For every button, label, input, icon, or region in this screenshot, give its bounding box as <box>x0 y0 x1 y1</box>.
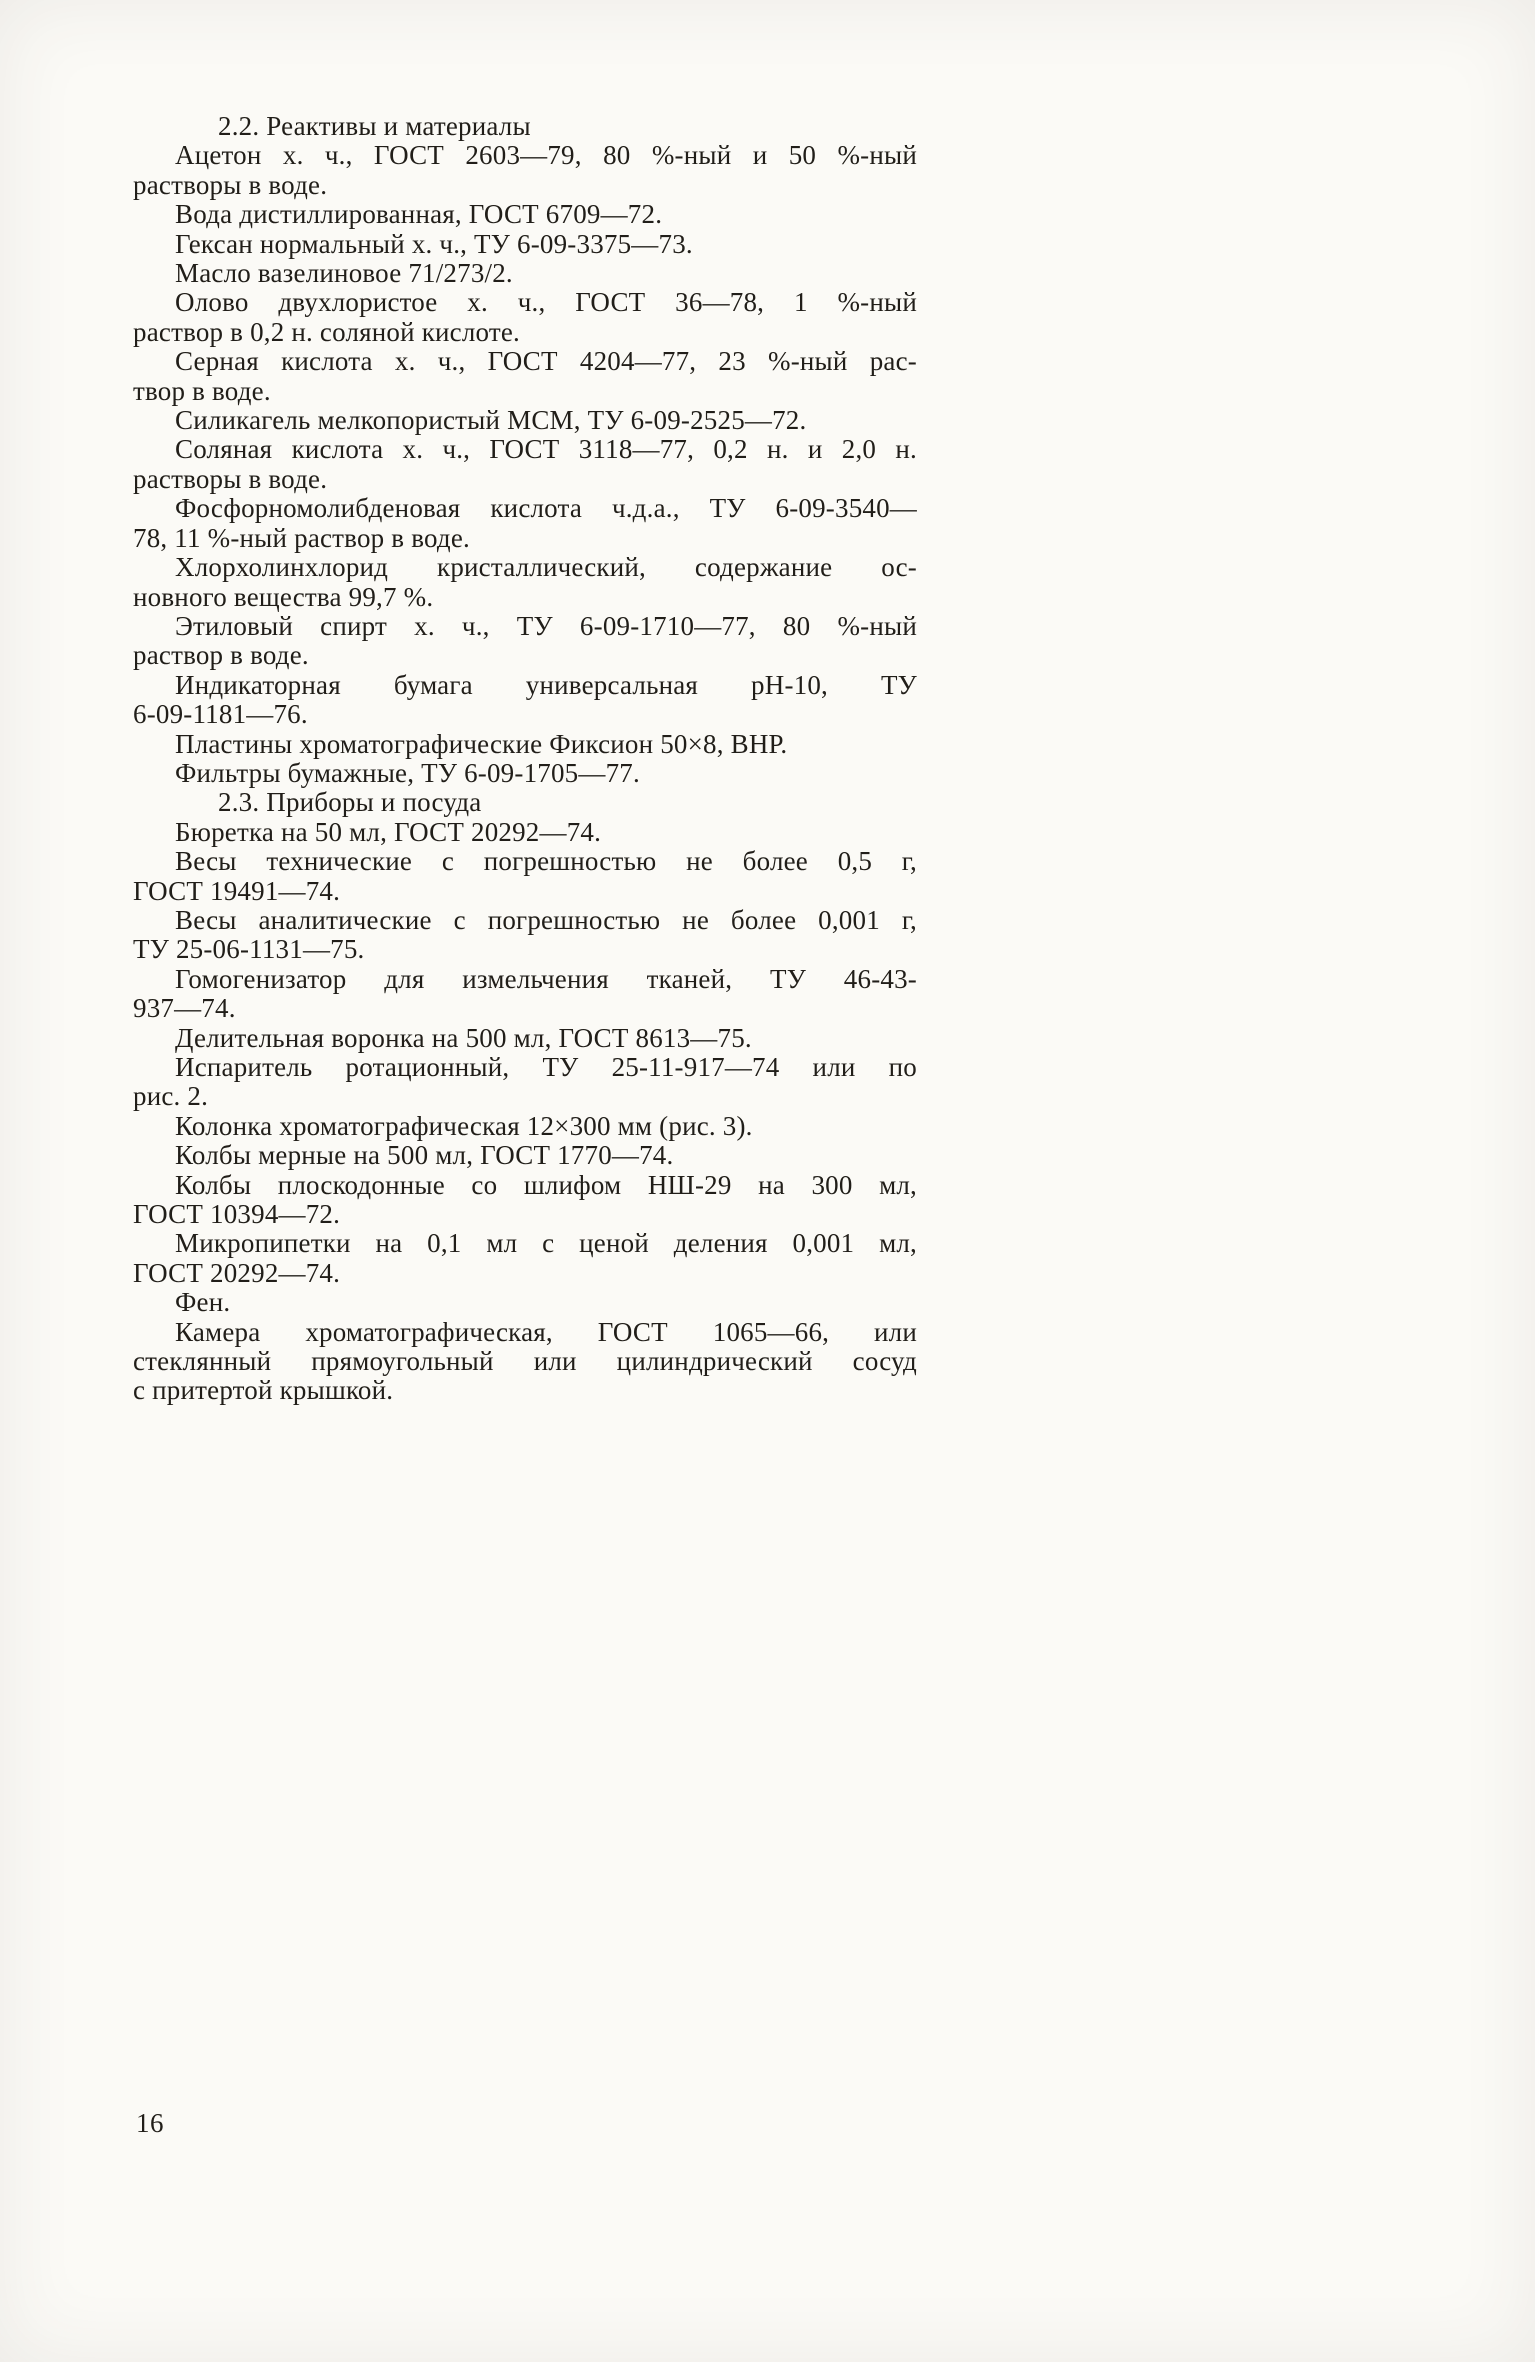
text-line: Хлорхолинхлорид кристаллический, содержание ос- <box>175 552 917 583</box>
paragraph <box>133 200 917 229</box>
text-line: Бюретка на 50 мл, ГОСТ 20292—74. <box>175 816 602 847</box>
paragraph <box>133 1141 917 1170</box>
text-line: Серная кислота х. ч., ГОСТ 4204—77, 23 %-ный рас- <box>175 346 917 377</box>
text-line: раствор в воде. <box>133 640 309 671</box>
paragraph <box>133 965 917 1024</box>
text-line: Испаритель ротационный, ТУ 25-11-917—74 или по <box>175 1052 917 1082</box>
text-line: Гексан нормальный х. ч., ТУ 6-09-3375—73. <box>175 228 693 259</box>
paragraph <box>133 1229 917 1288</box>
paragraph <box>133 553 917 612</box>
text-line: Камера хроматографическая, ГОСТ 1065—66, или <box>175 1316 917 1347</box>
text-line: 6-09-1181—76. <box>133 699 308 730</box>
text-line: Весы технические с погрешностью не более 0,5 г, <box>175 846 917 877</box>
text-line: новного вещества 99,7 %. <box>133 581 434 612</box>
text-line: растворы в воде. <box>133 463 328 494</box>
text-line: Масло вазелиновое 71/273/2. <box>175 258 513 289</box>
paragraph <box>133 847 917 906</box>
text-line: раствор в 0,2 н. соляной кислоте. <box>133 316 520 347</box>
paragraph <box>133 1024 917 1053</box>
text-column <box>133 112 917 1406</box>
text-line: Индикаторная бумага универсальная рН-10, ТУ <box>175 669 917 700</box>
text-line: ГОСТ 20292—74. <box>133 1257 341 1288</box>
text-line: твор в воде. <box>133 375 271 406</box>
text-line: 2.3. Приборы и посуда <box>218 787 482 818</box>
text-line: ГОСТ 19491—74. <box>133 875 341 906</box>
text-line: Фосфорномолибденовая кислота ч.д.а., ТУ 6-09-3540— <box>175 493 917 524</box>
text-line: Вода дистиллированная, ГОСТ 6709—72. <box>175 199 663 230</box>
text-line: ТУ 25-06-1131—75. <box>133 934 365 965</box>
text-line: стеклянный прямоугольный или цилиндрический сосуд <box>133 1346 917 1377</box>
text-line: Силикагель мелкопористый МСМ, ТУ 6-09-2525—72. <box>175 405 807 436</box>
text-line: Олово двухлористое х. ч., ГОСТ 36—78, 1 %-ный <box>175 287 917 318</box>
text-line: Колбы плоскодонные со шлифом НШ-29 на 300 мл, <box>175 1169 917 1200</box>
paragraph <box>133 141 917 200</box>
text-line: растворы в воде. <box>133 169 328 200</box>
paragraph <box>133 906 917 965</box>
text-line: Колонка хроматографическая 12×300 мм (рис. 3). <box>175 1110 753 1141</box>
text-line: Гомогенизатор для измельчения тканей, ТУ 46-43- <box>175 963 917 994</box>
paragraph <box>133 612 917 671</box>
text-line: Микропипетки на 0,1 мл с ценой деления 0,001 мл, <box>175 1228 917 1259</box>
paragraph <box>133 406 917 435</box>
paragraph <box>133 259 917 288</box>
page-number: 16 <box>136 2108 164 2138</box>
paragraph <box>133 1053 917 1112</box>
paragraph <box>133 1288 917 1317</box>
paragraph <box>133 759 917 788</box>
paragraph <box>133 1112 917 1141</box>
text-line: 78, 11 %-ный раствор в воде. <box>133 522 470 553</box>
section-heading <box>133 112 917 141</box>
text-line: 937—74. <box>133 993 236 1024</box>
paragraph <box>133 494 917 553</box>
text-line: Пластины хроматографические Фиксион 50×8, ВНР. <box>175 728 788 759</box>
paragraph <box>133 818 917 847</box>
text-line: с притертой крышкой. <box>133 1375 394 1406</box>
section-heading <box>133 788 917 817</box>
paragraph <box>133 730 917 759</box>
text-line: рис. 2. <box>133 1081 209 1112</box>
text-line: Делительная воронка на 500 мл, ГОСТ 8613—75. <box>175 1022 752 1053</box>
text-line: Соляная кислота х. ч., ГОСТ 3118—77, 0,2 н. и 2,0 н. <box>175 434 917 465</box>
paragraph <box>133 230 917 259</box>
text-line: Фильтры бумажные, ТУ 6-09-1705—77. <box>175 757 640 788</box>
text-line: Этиловый спирт х. ч., ТУ 6-09-1710—77, 80 %-ный <box>175 610 917 641</box>
paragraph <box>133 671 917 730</box>
text-line: Фен. <box>175 1287 231 1318</box>
paragraph <box>133 347 917 406</box>
text-line: 2.2. Реактивы и материалы <box>218 111 531 141</box>
text-line: Ацетон х. ч., ГОСТ 2603—79, 80 %-ный и 50 %-ный <box>175 140 917 171</box>
paragraph <box>133 288 917 347</box>
text-line: Весы аналитические с погрешностью не более 0,001 г, <box>175 904 917 935</box>
paragraph <box>133 1171 917 1230</box>
paragraph <box>133 1318 917 1406</box>
paragraph <box>133 435 917 494</box>
text-line: Колбы мерные на 500 мл, ГОСТ 1770—74. <box>175 1140 674 1171</box>
text-line: ГОСТ 10394—72. <box>133 1199 341 1230</box>
